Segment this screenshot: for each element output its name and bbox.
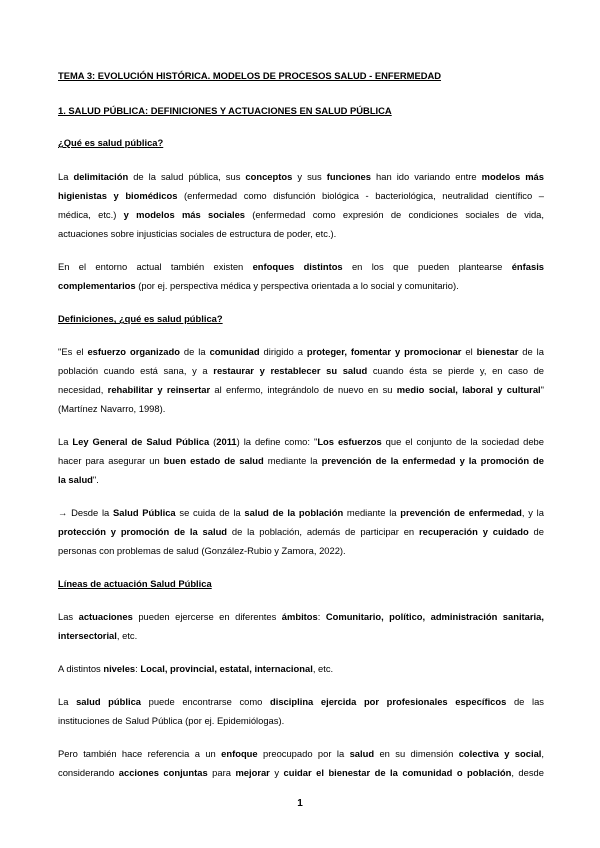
paragraph-line: Las actuaciones pueden ejercerse en diferentes ámbitos: Comunitario, político, administración sanitaria, (58, 611, 544, 622)
paragraph-line: Pero también hace referencia a un enfoque preocupado por la salud en su dimensión colectiva y social, (58, 748, 544, 759)
paragraph-line: actuaciones sobre injusticias sociales de estructura de poder, etc.). (58, 228, 337, 239)
paragraph-line: intersectorial, etc. (58, 630, 138, 641)
paragraph-line: complementarios (por ej. perspectiva médica y perspectiva orientada a lo social y comunitario). (58, 280, 459, 291)
paragraph-line: hacer para asegurar un buen estado de salud mediante la prevención de la enfermedad y la promoción de (58, 455, 544, 466)
paragraph-line: La delimitación de la salud pública, sus conceptos y sus funciones han ido variando entre modelos más (58, 171, 544, 182)
paragraph-line: instituciones de Salud Pública (por ej. Epidemiólogas). (58, 715, 285, 726)
page-number: 1 (297, 798, 303, 809)
paragraph-line: considerando acciones conjuntas para mejorar y cuidar el bienestar de la comunidad o población, desde (58, 767, 544, 778)
paragraph-line: personas con problemas de salud (González-Rubio y Zamora, 2022). (58, 545, 346, 556)
definitions-heading: Definiciones, ¿qué es salud pública? (58, 313, 223, 324)
paragraph-line: la salud". (58, 474, 99, 485)
action-lines-heading: Líneas de actuación Salud Pública (58, 578, 212, 589)
paragraph-line: necesidad, rehabilitar y reinsertar al enfermo, integrándolo de nuevo en su medio social, laboral y cultural" (58, 384, 544, 395)
paragraph-line: (Martínez Navarro, 1998). (58, 403, 166, 414)
paragraph-line: higienistas y biomédicos (enfermedad como disfunción biológica - bacteriológica, neutralidad científico – (58, 190, 544, 201)
question-heading: ¿Qué es salud pública? (58, 137, 164, 148)
paragraph-line: protección y promoción de la salud de la población, además de participar en recuperación y cuidado de (58, 526, 544, 537)
section-heading: 1. SALUD PÚBLICA: DEFINICIONES Y ACTUACIONES EN SALUD PÚBLICA (58, 105, 392, 116)
paragraph-line: → Desde la Salud Pública se cuida de la salud de la población mediante la prevención de enfermedad, y la (58, 507, 544, 518)
paragraph-line: población cuando está sana, y a restaurar y restablecer su salud cuando ésta se pierde y, en caso de (58, 365, 545, 376)
paragraph-line: "Es el esfuerzo organizado de la comunidad dirigido a proteger, fomentar y promocionar el bienestar de la (58, 346, 544, 357)
tema-heading: TEMA 3: EVOLUCIÓN HISTÓRICA. MODELOS DE PROCESOS SALUD - ENFERMEDAD (58, 70, 442, 81)
paragraph-line: En el entorno actual también existen enfoques distintos en los que pueden plantearse énfasis (58, 261, 545, 272)
paragraph-line: médica, etc.) y modelos más sociales (enfermedad como expresión de condiciones sociales de vida, (58, 209, 544, 220)
paragraph-line: La Ley General de Salud Pública (2011) la define como: "Los esfuerzos que el conjunto de la sociedad debe (58, 436, 544, 447)
paragraph-line: A distintos niveles: Local, provincial, estatal, internacional, etc. (58, 663, 334, 674)
paragraph-line: La salud pública puede encontrarse como disciplina ejercida por profesionales específicos de las (58, 696, 544, 707)
